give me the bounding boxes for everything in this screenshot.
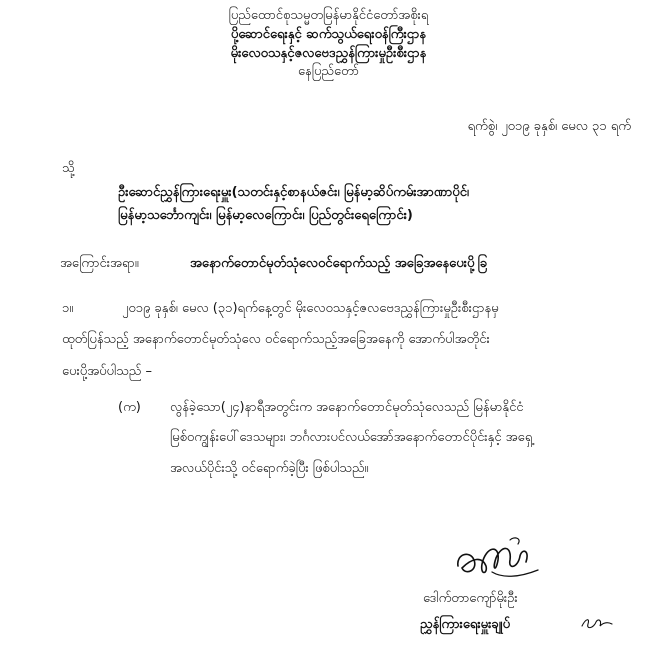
item-line-2: မြစ်ဝကျွန်းပေါ်ဒေသများ၊ ဘင်္ဂလားပင်လယ်အော်အနောက်တောင်ပိုင်းနှင့် အရှေ့ [170, 430, 533, 445]
document-date: ရက်စွဲ၊ ၂၀၁၉ ခုနှစ်၊ မေလ ၃၁ ရက် [467, 119, 631, 134]
paragraph-number: ၁။ [62, 301, 74, 316]
item-line-3: အလယ်ပိုင်းသို့ ဝင်ရောက်ခဲ့ပြီး ဖြစ်ပါသည်။ [170, 461, 369, 476]
paragraph-line-1: ၂၀၁၉ ခုနှစ်၊ မေလ (၃၁)ရက်နေ့တွင် မိုးလေဝသနှင့်ဇလဗေဒညွှန်ကြားမှုဦးစီးဌာနမှ [122, 301, 499, 316]
item-marker: (က) [118, 400, 141, 415]
signatory-title: ညွှန်ကြားရေးမှူးချုပ် [420, 617, 511, 632]
paragraph-line-3: ပေးပို့အပ်ပါသည် – [62, 364, 152, 379]
recipient-line-2: မြန်မာ့သင်္ဘောကျင်း၊ မြန်မာ့လေကြောင်း၊ ပြည်တွင်းရေကြောင်း) [118, 208, 413, 223]
letterhead-line-4: နေပြည်တော် [297, 64, 359, 79]
initials-mark [580, 614, 614, 632]
recipient-line-1: ဦးဆောင်ညွှန်ကြားရေးမှူး(သတင်းနှင့်စာနယ်ဇင်း၊ မြန်မာ့ဆိပ်ကမ်းအာဏာပိုင်၊ [118, 185, 469, 200]
letterhead-line-1: ပြည်ထောင်စုသမ္မတမြန်မာနိုင်ငံတော်အစိုးရ [228, 8, 429, 23]
letterhead-line-3: မိုးလေဝသနှင့်ဇလဗေဒညွှန်ကြားမှုဦးစီးဌာန [230, 46, 427, 61]
handwritten-signature [452, 536, 544, 584]
item-line-1: လွန်ခဲ့သော(၂၄)နာရီအတွင်းက အနောက်တောင်မုတ်သုံလေသည် မြန်မာနိုင်ငံ [170, 400, 524, 415]
signatory-name: ဒေါက်တာကျော်မိုးဦး [423, 591, 518, 606]
subject-text: အနောက်တောင်မုတ်သုံလေဝင်ရောက်သည့် အခြေအနေပေးပို့ခြ [190, 256, 488, 271]
subject-label: အကြောင်းအရာ။ [60, 256, 139, 271]
paragraph-line-2: ထုတ်ပြန်သည့် အနောက်တောင်မုတ်သုံလေ ဝင်ရောက်သည့်အခြေအနေကို အောက်ပါအတိုင်း [62, 332, 490, 347]
letterhead-line-2: ပို့ဆောင်ရေးနှင့် ဆက်သွယ်ရေးဝန်ကြီးဌာန [230, 27, 427, 42]
to-label: သို့ [62, 161, 75, 176]
